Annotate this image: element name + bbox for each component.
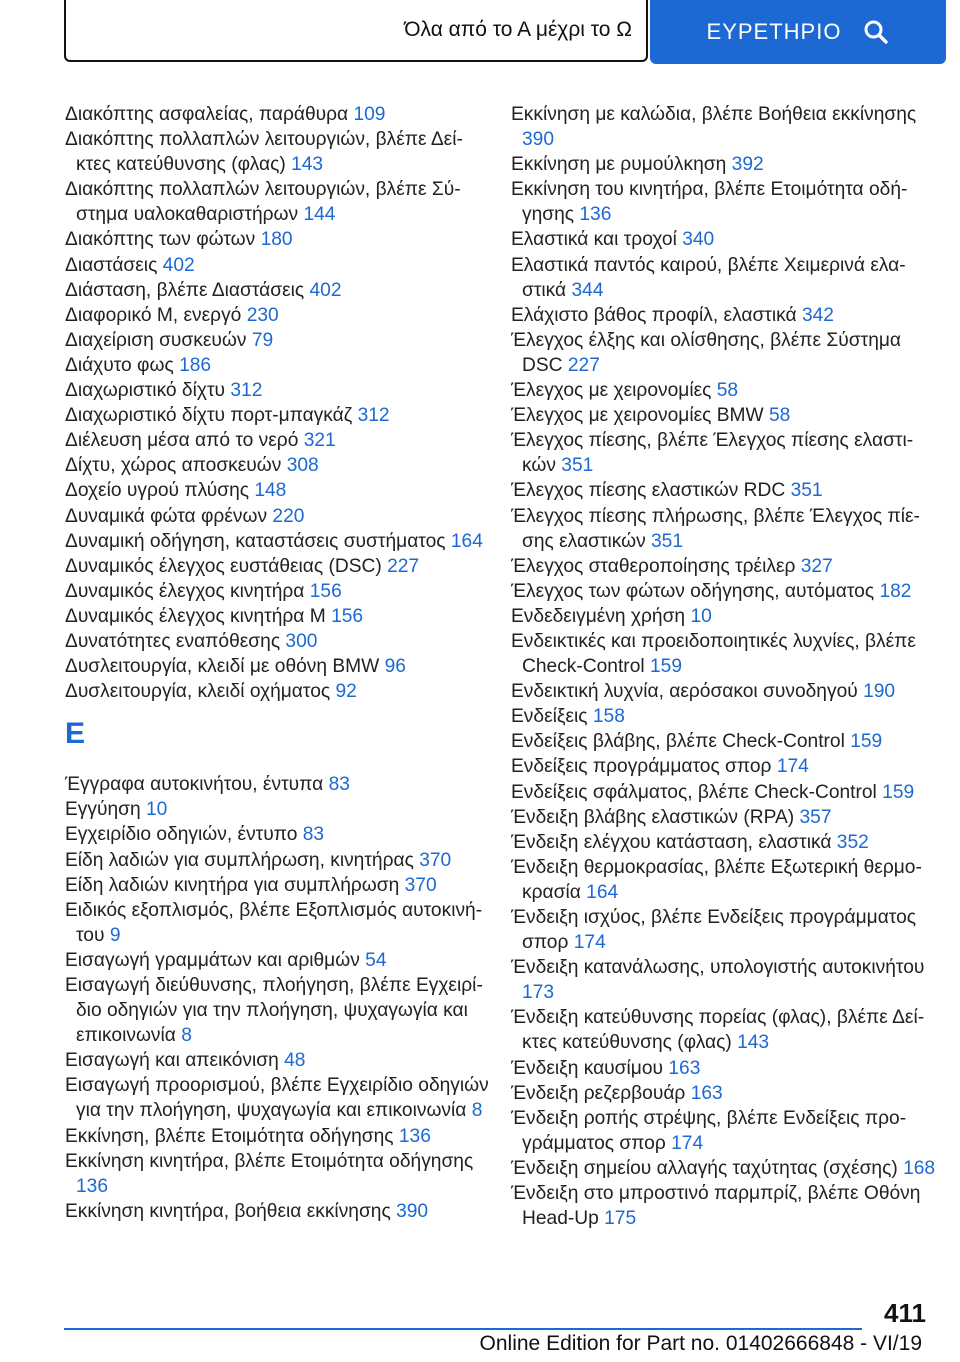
index-entry-text: Ένδειξη κατεύθυνσης πορείας (φλας), βλέπε Δείκτες κατεύθυνσης (φλας) [511, 1007, 925, 1054]
tab-a-to-z[interactable] [64, 0, 648, 62]
index-entry [65, 579, 490, 604]
page-reference-link[interactable]: 300 [285, 630, 318, 652]
page-reference-link[interactable]: 402 [309, 279, 342, 301]
page-reference-link[interactable]: 312 [357, 405, 390, 427]
index-entry [65, 554, 490, 579]
index-column-right [511, 102, 936, 1231]
index-entry [65, 529, 490, 554]
index-entry-text: Διακόπτης πολλαπλών λειτουργιών, βλέπε Σύστημα υαλοκαθαριστήρων [65, 179, 461, 226]
index-entry [511, 303, 936, 328]
index-entry-text: Ένδειξη ισχύος, βλέπε Ενδείξεις προγράμματος σπορ [511, 907, 917, 954]
page-reference-link[interactable]: 351 [651, 530, 684, 552]
page-reference-link[interactable]: 58 [768, 405, 791, 427]
index-entry-text: Δυναμικά φώτα φρένων [65, 505, 268, 527]
page-reference-link[interactable]: 174 [671, 1132, 704, 1154]
page-reference-link[interactable]: 351 [561, 455, 594, 477]
index-entry-text: Ένδειξη βλάβης ελαστικών (RPA) [511, 806, 795, 828]
index-entry-text: Ενδείξεις βλάβης, βλέπε Check-Control [511, 731, 845, 753]
index-entry-text: Διάσταση, βλέπε Διαστάσεις [65, 279, 305, 301]
index-entry-text: Ελαστικά παντός καιρού, βλέπε Χειμερινά ελαστικά [511, 254, 906, 301]
index-entry [511, 227, 936, 252]
index-entry-text: Έλεγχος με χειρονομίες BMW [511, 405, 764, 427]
page-reference-link[interactable]: 164 [450, 530, 483, 552]
index-entry [65, 253, 490, 278]
index-entry-text: Εκκίνηση κινητήρα, βοήθεια εκκίνησης [65, 1200, 391, 1222]
index-entry [65, 797, 490, 822]
page-reference-link[interactable]: 230 [246, 304, 279, 326]
index-entry [65, 403, 490, 428]
index-entry [511, 629, 936, 679]
index-entry [511, 428, 936, 478]
index-entry-text: Ένδειξη ροπής στρέψης, βλέπε Ενδείξεις προγράμματος σπορ [511, 1107, 907, 1154]
index-entry-text: Έλεγχος πίεσης, βλέπε Έλεγχος πίεσης ελαστικών [511, 430, 914, 477]
page-reference-link[interactable]: 308 [286, 455, 319, 477]
index-list-e-continued [511, 102, 936, 1231]
page-reference-link[interactable]: 352 [836, 831, 869, 853]
index-entry-text: Ενδεδειγμένη χρήση [511, 605, 686, 627]
page-reference-link[interactable]: 8 [471, 1100, 483, 1122]
index-entry-text: Εισαγωγή διεύθυνσης, πλοήγηση, βλέπε Εγχειρίδιο οδηγιών για την πλοήγηση, ψυχαγωγία και επικοινωνία [65, 975, 483, 1047]
page-reference-link[interactable]: 156 [331, 605, 364, 627]
page-reference-link[interactable]: 182 [879, 580, 912, 602]
page-reference-link[interactable]: 96 [384, 656, 406, 678]
page-reference-link[interactable]: 83 [328, 774, 350, 796]
page-reference-link[interactable]: 327 [800, 555, 833, 577]
index-entry [65, 629, 490, 654]
index-entry [65, 102, 490, 127]
index-entry-text: Ενδεικτική λυχνία, αερόσακοι συνοδηγού [511, 681, 858, 703]
index-entry-text: Ένδειξη κατανάλωσης, υπολογιστής αυτοκινήτου [511, 957, 925, 979]
index-entry-text: Ενδεικτικές και προειδοποιητικές λυχνίες, βλέπε Check-Control [511, 630, 916, 678]
index-entry-text: Έλεγχος πίεσης ελαστικών RDC [511, 480, 786, 502]
index-list-e [65, 772, 490, 1224]
index-entry [511, 830, 936, 855]
index-entry [65, 973, 490, 1048]
page-reference-link[interactable]: 357 [799, 806, 832, 828]
page-reference-link[interactable]: 174 [573, 932, 606, 954]
page-reference-link[interactable]: 136 [398, 1125, 431, 1147]
page-reference-link[interactable]: 174 [776, 756, 809, 778]
page-reference-link[interactable]: 9 [109, 924, 121, 946]
page-reference-link[interactable]: 156 [309, 580, 342, 602]
index-entry-text: Ένδειξη σημείου αλλαγής ταχύτητας (σχέσης) [511, 1157, 898, 1179]
index-entry [511, 554, 936, 579]
index-entry-text: Εκκίνηση με καλώδια, βλέπε Βοήθεια εκκίνησης [511, 104, 917, 125]
index-entry-text: Δίχτυ, χώρος αποσκευών [65, 455, 282, 477]
index-entry-text: Διαχείριση συσκευών [65, 329, 247, 351]
section-letter: Ε [65, 717, 86, 751]
index-entry [65, 177, 490, 227]
index-entry-text: Ένδειξη καυσίμου [511, 1057, 664, 1079]
tab-a-to-z-label: Όλα από το Α μέχρι το Ω [404, 18, 632, 41]
index-entry [65, 478, 490, 503]
index-entry [511, 253, 936, 303]
index-entry-text: Εκκίνηση κινητήρα, βλέπε Ετοιμότητα οδήγησης [65, 1150, 474, 1172]
index-entry [511, 478, 936, 503]
index-entry-text: Εισαγωγή γραμμάτων και αριθμών [65, 949, 360, 971]
index-entry-text: Δυναμικός έλεγχος ευστάθειας (DSC) [65, 555, 382, 577]
index-entry-text: Είδη λαδιών για συμπλήρωση, κινητήρας [65, 849, 414, 871]
page-reference-link[interactable]: 159 [850, 731, 883, 753]
page-reference-link[interactable]: 186 [179, 354, 212, 376]
index-entry-text: Ένδειξη στο μπροστινό παρμπρίζ, βλέπε Οθόνη Head-Up [511, 1183, 921, 1230]
index-entry [65, 679, 490, 704]
index-entry [511, 1181, 936, 1231]
index-entry [511, 754, 936, 779]
index-entry-text: Διάχυτο φως [65, 354, 174, 376]
index-entry-text: Διέλευση μέσα από το νερό [65, 430, 299, 452]
page-reference-link[interactable]: 392 [731, 154, 764, 176]
page-reference-link[interactable]: 136 [76, 1175, 109, 1197]
page-reference-link[interactable]: 58 [716, 380, 739, 402]
index-entry [65, 822, 490, 847]
index-entry [65, 654, 490, 679]
page-reference-link[interactable]: 227 [567, 354, 600, 376]
page-reference-link[interactable]: 158 [592, 706, 625, 728]
page-reference-link[interactable]: 402 [162, 254, 195, 276]
page-reference-link[interactable]: 168 [903, 1157, 936, 1179]
index-entry [65, 1048, 490, 1073]
index-entry-text: Εκκίνηση του κινητήρα, βλέπε Ετοιμότητα οδήγησης [511, 179, 908, 226]
page-reference-link[interactable]: 143 [737, 1032, 770, 1054]
page-reference-link[interactable]: 148 [254, 480, 287, 502]
page-reference-link[interactable]: 370 [404, 874, 437, 896]
index-entry-text: Ελαστικά και τροχοί [511, 229, 677, 251]
index-entry [65, 1073, 490, 1123]
index-entry-text: Έγγραφα αυτοκινήτου, έντυπα [65, 774, 324, 796]
page-reference-link[interactable]: 10 [146, 799, 168, 821]
index-entry [65, 1149, 490, 1199]
tab-index-label: ΕΥΡΕΤΗΡΙΟ [706, 19, 842, 44]
page-reference-link[interactable]: 344 [571, 279, 604, 301]
index-entry [65, 328, 490, 353]
index-entry [511, 504, 936, 554]
index-entry [511, 579, 936, 604]
index-entry [511, 780, 936, 805]
index-entry-text: Εκκίνηση, βλέπε Ετοιμότητα οδήγησης [65, 1125, 394, 1147]
index-entry-text: Εκκίνηση με ρυμούλκηση [511, 154, 727, 176]
page-reference-link[interactable]: 159 [649, 656, 682, 678]
index-entry [511, 1156, 936, 1181]
page-reference-link[interactable]: 163 [690, 1082, 723, 1104]
index-entry [511, 1005, 936, 1055]
page-reference-link[interactable]: 10 [690, 605, 712, 627]
page-reference-link[interactable]: 370 [419, 849, 452, 871]
index-list-d [65, 102, 490, 704]
page-reference-link[interactable]: 92 [335, 681, 357, 703]
index-entry [65, 898, 490, 948]
tab-index[interactable] [650, 0, 946, 64]
index-entry [511, 855, 936, 905]
page-reference-link[interactable]: 54 [365, 949, 387, 971]
page-reference-link[interactable]: 321 [303, 430, 336, 452]
page-reference-link[interactable]: 342 [801, 304, 834, 326]
index-entry-text: Εγχειρίδιο οδηγιών, έντυπο [65, 824, 298, 846]
index-entry-text: Έλεγχος με χειρονομίες [511, 380, 712, 402]
index-entry [511, 805, 936, 830]
page-reference-link[interactable]: 220 [272, 505, 305, 527]
index-entry-text: Δυναμικός έλεγχος κινητήρα [65, 580, 305, 602]
page-reference-link[interactable]: 180 [260, 229, 293, 251]
index-entry-text: Ενδείξεις σφάλματος, βλέπε Check-Control [511, 781, 877, 803]
index-entry [511, 1081, 936, 1106]
page-reference-link[interactable]: 109 [353, 104, 386, 125]
index-entry [511, 905, 936, 955]
index-entry [65, 428, 490, 453]
index-entry-text: Εισαγωγή και απεικόνιση [65, 1050, 279, 1072]
index-entry [65, 1199, 490, 1224]
index-entry [65, 353, 490, 378]
page-reference-link[interactable]: 190 [863, 681, 896, 703]
index-entry-text: Διακόπτης των φώτων [65, 229, 256, 251]
index-entry-text: Δυναμική οδήγηση, καταστάσεις συστήματος [65, 530, 446, 552]
index-entry-text: Διακόπτης πολλαπλών λειτουργιών, βλέπε Δείκτες κατεύθυνσης (φλας) [65, 129, 463, 176]
index-entry [65, 227, 490, 252]
index-entry-text: Έλεγχος έλξης και ολίσθησης, βλέπε Σύστημα DSC [511, 329, 902, 376]
index-entry-text: Εισαγωγή προορισμού, βλέπε Εγχειρίδιο οδηγιών για την πλοήγηση, ψυχαγωγία και επικοινωνία [65, 1075, 489, 1122]
index-entry [511, 604, 936, 629]
index-entry [511, 102, 936, 152]
index-entry [65, 453, 490, 478]
index-entry [511, 955, 936, 1005]
page-reference-link[interactable]: 48 [284, 1050, 306, 1072]
index-entry-text: Έλεγχος των φώτων οδήγησης, αυτόματος [511, 580, 875, 602]
page-reference-link[interactable]: 144 [303, 204, 336, 226]
page-reference-link[interactable]: 79 [251, 329, 274, 351]
index-entry-text: Ένδειξη ρεζερβουάρ [511, 1082, 686, 1104]
footer-edition: Online Edition for Part no. 01402666848 - VI/19 [479, 1332, 922, 1355]
index-entry [65, 303, 490, 328]
index-entry-text: Δυσλειτουργία, κλειδί οχήματος [65, 681, 331, 703]
index-entry [65, 1124, 490, 1149]
page-reference-link[interactable]: 163 [668, 1057, 701, 1079]
index-entry [511, 679, 936, 704]
page-number: 411 [884, 1298, 926, 1328]
index-entry [511, 152, 936, 177]
index-entry-text: Δυναμικός έλεγχος κινητήρα M [65, 605, 326, 627]
index-entry [65, 127, 490, 177]
index-entry-text: Ενδείξεις προγράμματος σπορ [511, 756, 772, 778]
index-entry [65, 378, 490, 403]
index-entry [65, 278, 490, 303]
index-entry [511, 729, 936, 754]
page-reference-link[interactable]: 312 [230, 380, 263, 402]
index-entry [511, 328, 936, 378]
page-reference-link[interactable]: 83 [302, 824, 325, 846]
page-reference-link[interactable]: 390 [396, 1200, 429, 1222]
index-entry-text: Ενδείξεις [511, 706, 588, 728]
page-reference-link[interactable]: 340 [682, 229, 715, 251]
footer-divider [64, 1328, 862, 1330]
index-entry-text: Διαφορικό M, ενεργό [65, 304, 242, 326]
index-entry [511, 1106, 936, 1156]
index-column-left [65, 102, 490, 1224]
index-entry-text: Δοχείο υγρού πλύσης [65, 480, 249, 502]
index-entry-text: Διακόπτης ασφαλείας, παράθυρα [65, 104, 349, 125]
page-reference-link[interactable]: 8 [181, 1025, 192, 1047]
index-entry-text: Ένδειξη θερμοκρασίας, βλέπε Εξωτερική θερμοκρασία [511, 856, 922, 903]
index-entry-text: Έλεγχος πίεσης πλήρωσης, βλέπε Έλεγχος πίεσης ελαστικών [511, 505, 920, 552]
index-entry [511, 378, 936, 403]
index-entry-text: Ελάχιστο βάθος προφίλ, ελαστικά [511, 304, 797, 326]
index-entry-text: Δυσλειτουργία, κλειδί με οθόνη BMW [65, 656, 380, 678]
page-reference-link[interactable]: 227 [387, 555, 420, 577]
page-reference-link[interactable]: 136 [579, 204, 612, 226]
index-entry-text: Διαστάσεις [65, 254, 158, 276]
index-entry [511, 177, 936, 227]
header-bar [0, 0, 960, 66]
index-entry-text: Ένδειξη ελέγχου κατάσταση, ελαστικά [511, 831, 832, 853]
page-reference-link[interactable]: 390 [522, 129, 555, 151]
page-reference-link[interactable]: 173 [522, 982, 555, 1004]
index-entry-text: Είδη λαδιών κινητήρα για συμπλήρωση [65, 874, 400, 896]
page-reference-link[interactable]: 143 [291, 154, 324, 176]
index-entry [65, 873, 490, 898]
index-entry-text: Διαχωριστικό δίχτυ [65, 380, 226, 402]
index-entry-text: Δυνατότητες εναπόθεσης [65, 630, 281, 652]
index-entry [65, 772, 490, 797]
index-entry-text: Εγγύηση [65, 799, 141, 821]
page-reference-link[interactable]: 164 [586, 881, 619, 903]
index-entry [511, 1056, 936, 1081]
search-icon[interactable] [863, 19, 889, 45]
index-entry [65, 948, 490, 973]
page-reference-link[interactable]: 159 [882, 781, 915, 803]
index-entry [65, 848, 490, 873]
index-entry [65, 504, 490, 529]
page-reference-link[interactable]: 175 [604, 1208, 637, 1230]
index-entry [511, 403, 936, 428]
index-entry-text: Ειδικός εξοπλισμός, βλέπε Εξοπλισμός αυτοκινήτου [65, 899, 483, 946]
page-reference-link[interactable]: 351 [790, 480, 823, 502]
index-entry-text: Διαχωριστικό δίχτυ πορτ-μπαγκάζ [65, 405, 353, 427]
index-entry [511, 704, 936, 729]
index-entry-text: Έλεγχος σταθεροποίησης τρέιλερ [511, 555, 796, 577]
index-entry [65, 604, 490, 629]
